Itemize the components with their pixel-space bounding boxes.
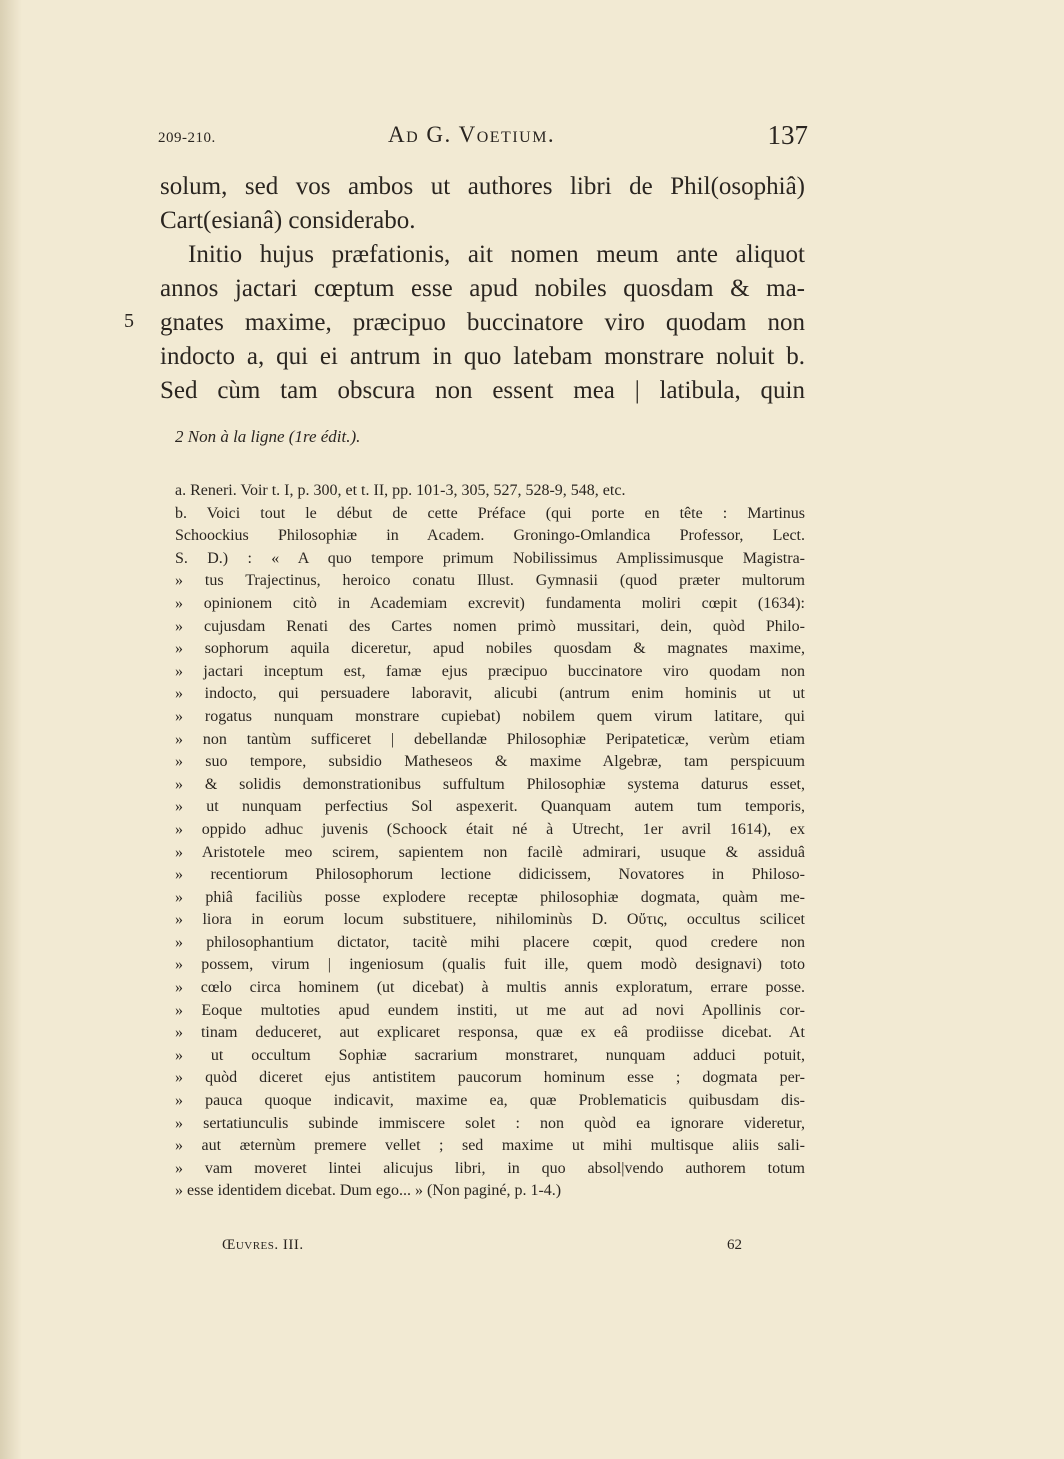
main-line: Sed cùm tam obscura non essent mea | latibula, quin [160, 377, 805, 404]
page-number: 137 [767, 120, 808, 150]
footnotes [175, 480, 805, 1203]
footnote-line: » quòd diceret ejus antistitem paucorum hominum esse ; dogmata per- [175, 1069, 805, 1087]
footnote-line: » philosophantium dictator, tacitè mihi placere cœpit, quod credere non [175, 933, 805, 951]
page-edge-shadow [0, 0, 22, 1459]
footnote-line: » ut nunquam perfectius Sol aspexerit. Quanquam autem tum temporis, [175, 798, 805, 816]
footnote-line: » oppido adhuc juvenis (Schoock était né à Utrecht, 1er avril 1614), ex [175, 820, 805, 838]
footnote-line: b. Voici tout le début de cette Préface (qui porte en tête : Martinus [175, 504, 805, 522]
footnote-line: » ut occultum Sophiæ sacrarium monstraret, nunquam adduci potuit, [175, 1046, 805, 1064]
footnote-line: » recentiorum Philosophorum lectione didicissem, Novatores in Philoso- [175, 866, 805, 884]
footnote-line: » suo tempore, subsidio Matheseos & maxime Algebræ, tam perspicuum [175, 753, 805, 771]
main-line: Initio hujus præfationis, ait nomen meum ante aliquot [188, 241, 805, 268]
footnote-line: » vam moveret lintei alicujus libri, in quo absol|vendo authorem totum [175, 1159, 805, 1177]
footnote-line: » cujusdam Renati des Cartes nomen primò mussitari, dein, quòd Philo- [175, 617, 805, 635]
running-header [158, 120, 808, 160]
footnote-line: » rogatus nunquam monstrare cupiebat) nobilem quem virum latitare, qui [175, 707, 805, 725]
footnote-line: » tinam deduceret, aut explicaret responsa, quæ ex eâ prodiisse dicebat. At [175, 1024, 805, 1042]
footnote-line: » aut æternùm premere vellet ; sed maxime ut mihi multisque aliis sali- [175, 1137, 805, 1155]
main-line: gnates maxime, præcipuo buccinatore viro quodam non [160, 309, 805, 336]
main-text [160, 170, 805, 408]
edition-note: 2 Non à la ligne (1re édit.). [175, 427, 361, 446]
footnote-line: » pauca quoque indicavit, maxime ea, quæ Problematicis quibusdam dis- [175, 1092, 805, 1110]
footnote-line: » indocto, qui persuadere laboravit, alicubi (antrum enim hominis ut ut [175, 685, 805, 703]
footnote-line: a. Reneri. Voir t. I, p. 300, et t. II, pp. 101-3, 305, 527, 528-9, 548, etc. [175, 482, 626, 499]
main-line: indocto a, qui ei antrum in quo latebam monstrare noluit b. [160, 343, 805, 370]
page-footer [222, 1237, 742, 1261]
footnote-line: » possem, virum | ingeniosum (qualis fuit ille, quem modò designavi) toto [175, 956, 805, 974]
footnote-line: » Eoque multoties apud eundem institi, ut me aut ad novi Apollinis cor- [175, 1001, 805, 1019]
footnote-line: » non tantùm sufficeret | debellandæ Philosophiæ Peripateticæ, verùm etiam [175, 730, 805, 748]
footnote-line: » sophorum aquila diceretur, apud nobiles quosdam & magnates maxime, [175, 640, 805, 658]
footnote-line: » jactari inceptum est, famæ ejus præcipuo buccinatore viro quodam non [175, 662, 805, 680]
footnote-line: » phiâ faciliùs posse explodere receptæ philosophiæ dogmata, quàm me- [175, 888, 805, 906]
main-line: Cart(esianâ) considerabo. [160, 207, 416, 234]
footnote-line: Schoockius Philosophiæ in Academ. Groningo-Omlandica Professor, Lect. [175, 527, 805, 545]
margin-line-number: 5 [124, 310, 134, 332]
footnote-line: » & solidis demonstrationibus suffultum Philosophiæ systema daturus esset, [175, 775, 805, 793]
footnote-line: » opinionem citò in Academiam excrevit) fundamenta moliri cœpit (1634): [175, 594, 805, 612]
footnote-line: » liora in eorum locum substituere, nihilominùs D. Οὔτις, occultus scilicet [175, 911, 805, 929]
main-line: annos jactari cœptum esse apud nobiles quosdam & ma- [160, 275, 805, 302]
footnote-line: » tus Trajectinus, heroico conatu Illust. Gymnasii (quod præter multorum [175, 572, 805, 590]
footnote-line: » Aristotele meo scirem, sapientem non facilè admirari, usuque & assiduâ [175, 843, 805, 861]
volume-label: Œuvres. III. [222, 1237, 304, 1253]
footnote-line: » cœlo circa hominem (ut dicebat) à multis annis exploratum, errare posse. [175, 979, 805, 997]
footnote-line: S. D.) : « A quo tempore primum Nobilissimus Amplissimusque Magistra- [175, 549, 805, 567]
footnote-line: » esse identidem dicebat. Dum ego... » (Non paginé, p. 1-4.) [175, 1182, 562, 1200]
page-range: 209-210. [158, 130, 216, 146]
running-title: Ad G. Voetium. [388, 122, 556, 147]
main-line: solum, sed vos ambos ut authores libri de Phil(osophiâ) [160, 173, 805, 200]
signature-mark: 62 [727, 1237, 742, 1253]
footnote-line: » sertatiunculis subinde immiscere solet : non quòd ea ignorare videretur, [175, 1114, 805, 1132]
